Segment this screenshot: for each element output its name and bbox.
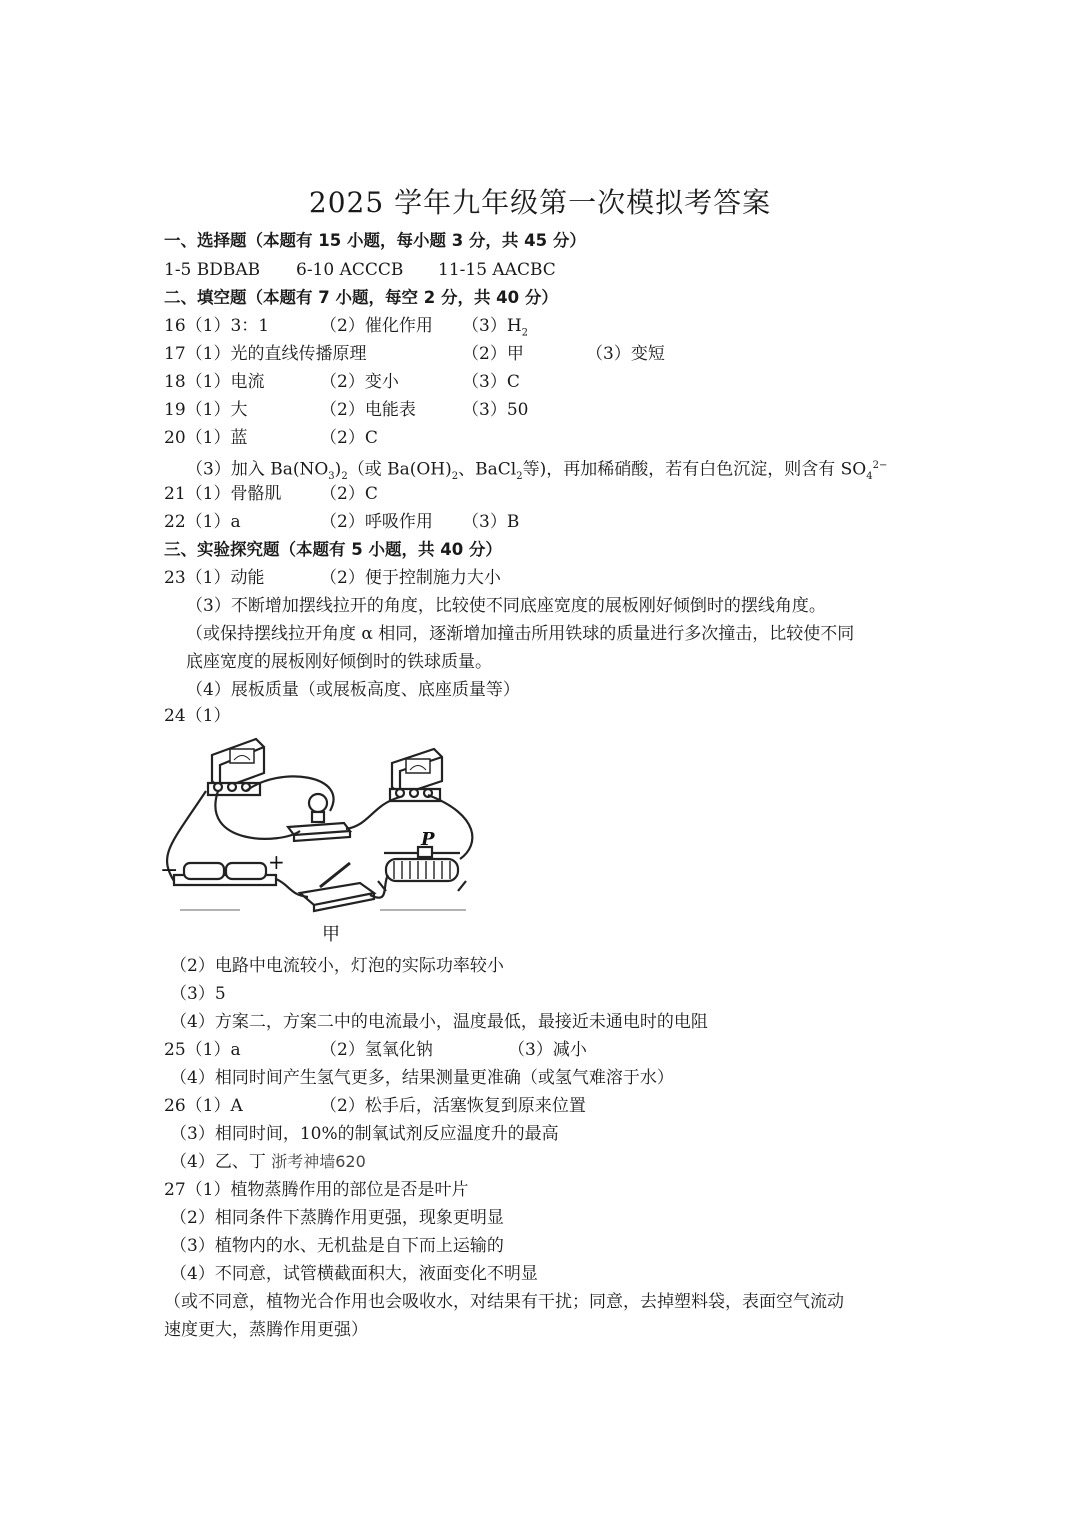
q20-part1: 20（1）蓝 xyxy=(164,428,248,448)
q23-part4: （4）展板质量（或展板高度、底座质量等） xyxy=(186,680,520,700)
q16-part2: （2）催化作用 xyxy=(320,316,433,336)
figure-label: 甲 xyxy=(322,924,340,945)
switch-icon xyxy=(300,863,374,911)
q23-part3-alt: （或保持摆线拉开角度 α 相同，逐渐增加撞击所用铁球的质量进行多次撞击，比较使不同 xyxy=(186,624,855,644)
battery-plus-label: + xyxy=(268,850,285,874)
q16-part3: $(3)H_2$ xyxy=(462,316,529,339)
q23-part2: （2）便于控制施力大小 xyxy=(320,568,501,588)
ammeter-icon xyxy=(390,749,442,801)
watermark-note: 浙考神墙620 xyxy=(271,1152,366,1171)
q23-part1: 23（1）动能 xyxy=(164,568,265,588)
q27-part3: （3）植物内的水、无机盐是自下而上运输的 xyxy=(170,1236,504,1256)
section-heading-choice: 一、选择题（本题有 15 小题，每小题 3 分，共 45 分） xyxy=(164,231,586,250)
q17-part1: 17（1）光的直线传播原理 xyxy=(164,344,367,364)
q19-part3: （3）50 xyxy=(462,400,529,420)
q19-part1: 19（1）大 xyxy=(164,400,248,420)
q18-part1: 18（1）电流 xyxy=(164,372,265,392)
q21-part2: （2）C xyxy=(320,484,378,504)
q25-part3: （3）减小 xyxy=(508,1040,587,1060)
q27-part4-alt: （或不同意，植物光合作用也会吸收水，对结果有干扰；同意，去掉塑料袋，表面空气流动 xyxy=(164,1292,844,1312)
q24-part2: （2）电路中电流较小，灯泡的实际功率较小 xyxy=(170,956,504,976)
q26-part3: （3）相同时间，10%的制氧试剂反应温度升的最高 xyxy=(170,1124,559,1144)
q19-part2: （2）电能表 xyxy=(320,400,416,420)
q26-part2: （2）松手后，活塞恢复到原来位置 xyxy=(320,1096,586,1116)
mc-answers-6-10: 6-10 ACCCB xyxy=(296,260,404,280)
q22-part2: （2）呼吸作用 xyxy=(320,512,433,532)
q22-part3: （3）B xyxy=(462,512,520,532)
q23-part3-alt-cont: 底座宽度的展板刚好倾倒时的铁球质量。 xyxy=(186,652,492,672)
q21-part1: 21（1）骨骼肌 xyxy=(164,484,282,504)
q27-part4-alt-cont: 速度更大，蒸腾作用更强） xyxy=(164,1320,368,1340)
voltmeter-icon xyxy=(208,739,264,795)
q25-part4: （4）相同时间产生氢气更多，结果测量更准确（或氢气难溶于水） xyxy=(170,1068,674,1088)
q20-part2: （2）C xyxy=(320,428,378,448)
q17-part2: （2）甲 xyxy=(462,344,524,364)
circuit-diagram xyxy=(160,735,500,950)
q24-part1: 24（1） xyxy=(164,706,231,726)
q24-part3: （3）5 xyxy=(170,984,226,1004)
q23-part3: （3）不断增加摆线拉开的角度，比较使不同底座宽度的展板刚好倾倒时的摆线角度。 xyxy=(186,596,826,616)
q20-part3: （3）加入 $Ba(NO_3)_2$（或 $Ba(OH)_2$、BaCl$_2$等)，再加稀硝酸，若有白色沉淀，则含有 $SO_4^{2-}$ xyxy=(186,459,888,483)
q22-part1: 22（1）a xyxy=(164,512,241,532)
page-title: 2025 学年九年级第一次模拟考答案 xyxy=(308,186,772,219)
q27-part4: （4）不同意，试管横截面积大，液面变化不明显 xyxy=(170,1264,538,1284)
bulb-icon xyxy=(288,794,350,841)
q27-part1: 27（1）植物蒸腾作用的部位是否是叶片 xyxy=(164,1180,469,1200)
q25-part1: 25（1）a xyxy=(164,1040,241,1060)
q24-part4: （4）方案二，方案二中的电流最小，温度最低，最接近未通电时的电阻 xyxy=(170,1012,708,1032)
rheostat-icon xyxy=(378,847,466,891)
q18-part3: （3）C xyxy=(462,372,520,392)
q26-part4: （4）乙、丁 浙考神墙620 xyxy=(170,1152,366,1172)
battery-icon xyxy=(174,863,276,885)
q17-part3: （3）变短 xyxy=(586,344,665,364)
section-heading-fill: 二、填空题（本题有 7 小题，每空 2 分，共 40 分） xyxy=(164,288,558,307)
q25-part2: （2）氢氧化钠 xyxy=(320,1040,433,1060)
mc-answers-1-5: 1-5 BDBAB xyxy=(164,260,261,280)
section-heading-experiment: 三、实验探究题（本题有 5 小题，共 40 分） xyxy=(164,540,502,559)
q26-part1: 26（1）A xyxy=(164,1096,243,1116)
q18-part2: （2）变小 xyxy=(320,372,399,392)
q16-part1: 16（1）3：1 xyxy=(164,316,270,336)
battery-minus-label: − xyxy=(160,858,179,883)
mc-answers-11-15: 11-15 AACBC xyxy=(438,260,556,280)
rheostat-slider-label: P xyxy=(421,829,435,850)
q27-part2: （2）相同条件下蒸腾作用更强，现象更明显 xyxy=(170,1208,504,1228)
